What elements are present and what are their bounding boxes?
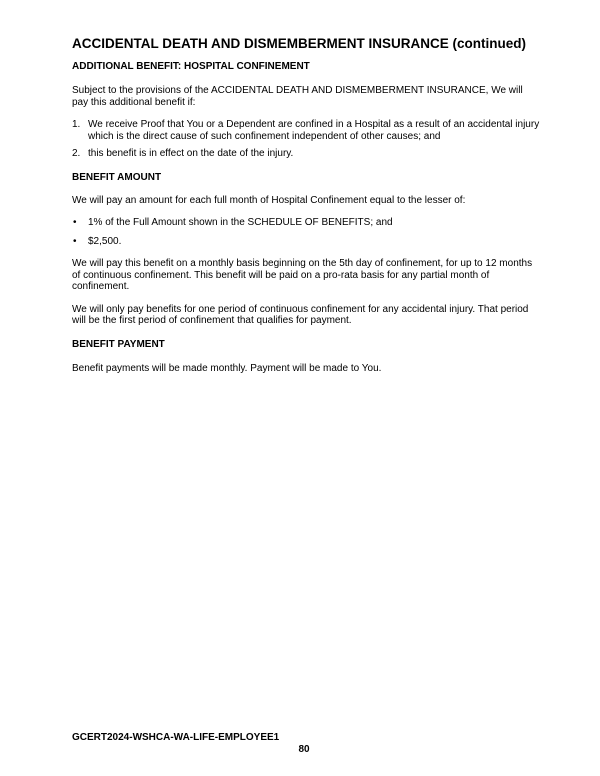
section-heading-benefit-amount: BENEFIT AMOUNT [72,171,162,183]
document-body [72,61,540,374]
list-item-text: We receive Proof that You or a Dependent are confined in a Hospital as a result of an accidental injury which is the direct cause of such confinement independent of other causes; and [88,119,540,142]
hospital-confinement-intro: Subject to the provisions of the ACCIDENTAL DEATH AND DISMEMBERMENT INSURANCE, We will pay this additional benefit if: [72,85,523,108]
benefit-payment-paragraph: Benefit payments will be made monthly. Payment will be made to You. [72,362,382,374]
list-item-number: 1. [72,119,81,130]
page-number: 80 [298,744,310,755]
list-item-text: 1% of the Full Amount shown in the SCHEDULE OF BENEFITS; and [88,217,393,228]
list-item-number: 2. [72,148,81,159]
monthly-basis-paragraph: We will pay this benefit on a monthly basis beginning on the 5th day of confinement, for up to 12 months of continuous confinement. This benefit will be paid on a pro-rata basis for any partial month of confinement. [72,258,533,292]
conditions-list [72,119,540,160]
one-period-paragraph: We will only pay benefits for one period of continuous confinement for any accidental injury. That period will be the first period of confinement that qualifies for payment. [72,303,529,326]
benefit-amount-intro: We will pay an amount for each full month of Hospital Confinement equal to the lesser of: [72,194,466,206]
form-code: GCERT2024-WSHCA-WA-LIFE-EMPLOYEE1 [72,732,280,743]
list-item [72,119,540,142]
bullet-icon: • [73,217,77,228]
list-item-text: $2,500. [88,235,122,247]
list-item [72,217,540,229]
list-item [72,148,540,160]
bullet-icon: • [73,235,77,247]
page-title: ACCIDENTAL DEATH AND DISMEMBERMENT INSURANCE (continued) [72,36,526,51]
section-heading-hospital-confinement: ADDITIONAL BENEFIT: HOSPITAL CONFINEMENT [72,61,310,72]
list-item [72,236,540,248]
section-heading-benefit-payment: BENEFIT PAYMENT [72,338,165,350]
list-item-text: this benefit is in effect on the date of the injury. [88,148,294,159]
benefit-amount-list [72,217,540,247]
